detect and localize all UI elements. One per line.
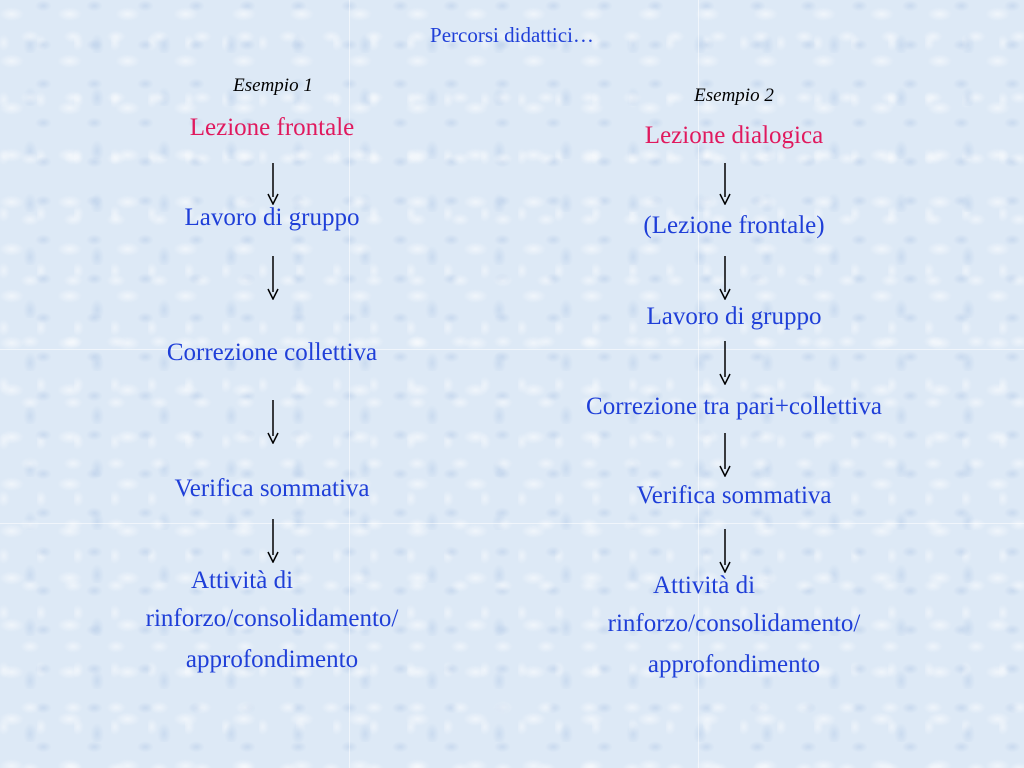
down-arrow-icon: [267, 400, 279, 444]
example-1-final-line-3: approfondimento: [185, 646, 359, 673]
example-1-step-3: Correzione collettiva: [166, 339, 378, 366]
example-2-final-line-3: approfondimento: [647, 651, 821, 678]
example-2-step-5: Verifica sommativa: [636, 482, 832, 509]
example-2-step-3: Lavoro di gruppo: [646, 303, 822, 330]
example-2-step-2: (Lezione frontale): [643, 212, 825, 239]
down-arrow-icon: [267, 163, 279, 205]
example-2-final-step: [534, 567, 934, 687]
background-seam: [0, 523, 1024, 524]
example-1-label: Esempio 1: [233, 75, 313, 96]
slide-title: Percorsi didattici…: [430, 23, 594, 47]
example-1-step-4: Verifica sommativa: [174, 475, 370, 502]
example-2-label: Esempio 2: [694, 85, 774, 106]
example-2-step-4: Correzione tra pari+collettiva: [586, 393, 882, 420]
example-1-final-line-2: rinforzo/consolidamento/: [145, 605, 399, 632]
down-arrow-icon: [719, 256, 731, 300]
down-arrow-icon: [719, 433, 731, 477]
example-2-final-line-1: Attività di: [652, 572, 756, 599]
down-arrow-icon: [719, 163, 731, 205]
example-1-step-1: Lezione frontale: [189, 114, 355, 141]
down-arrow-icon: [719, 341, 731, 385]
down-arrow-icon: [267, 256, 279, 300]
example-1-final-line-1: Attività di: [190, 567, 294, 594]
example-1-final-step: [72, 562, 472, 682]
example-2-step-1: Lezione dialogica: [644, 122, 824, 149]
example-2-final-line-2: rinforzo/consolidamento/: [607, 610, 861, 637]
down-arrow-icon: [267, 519, 279, 563]
example-1-step-2: Lavoro di gruppo: [184, 204, 360, 231]
